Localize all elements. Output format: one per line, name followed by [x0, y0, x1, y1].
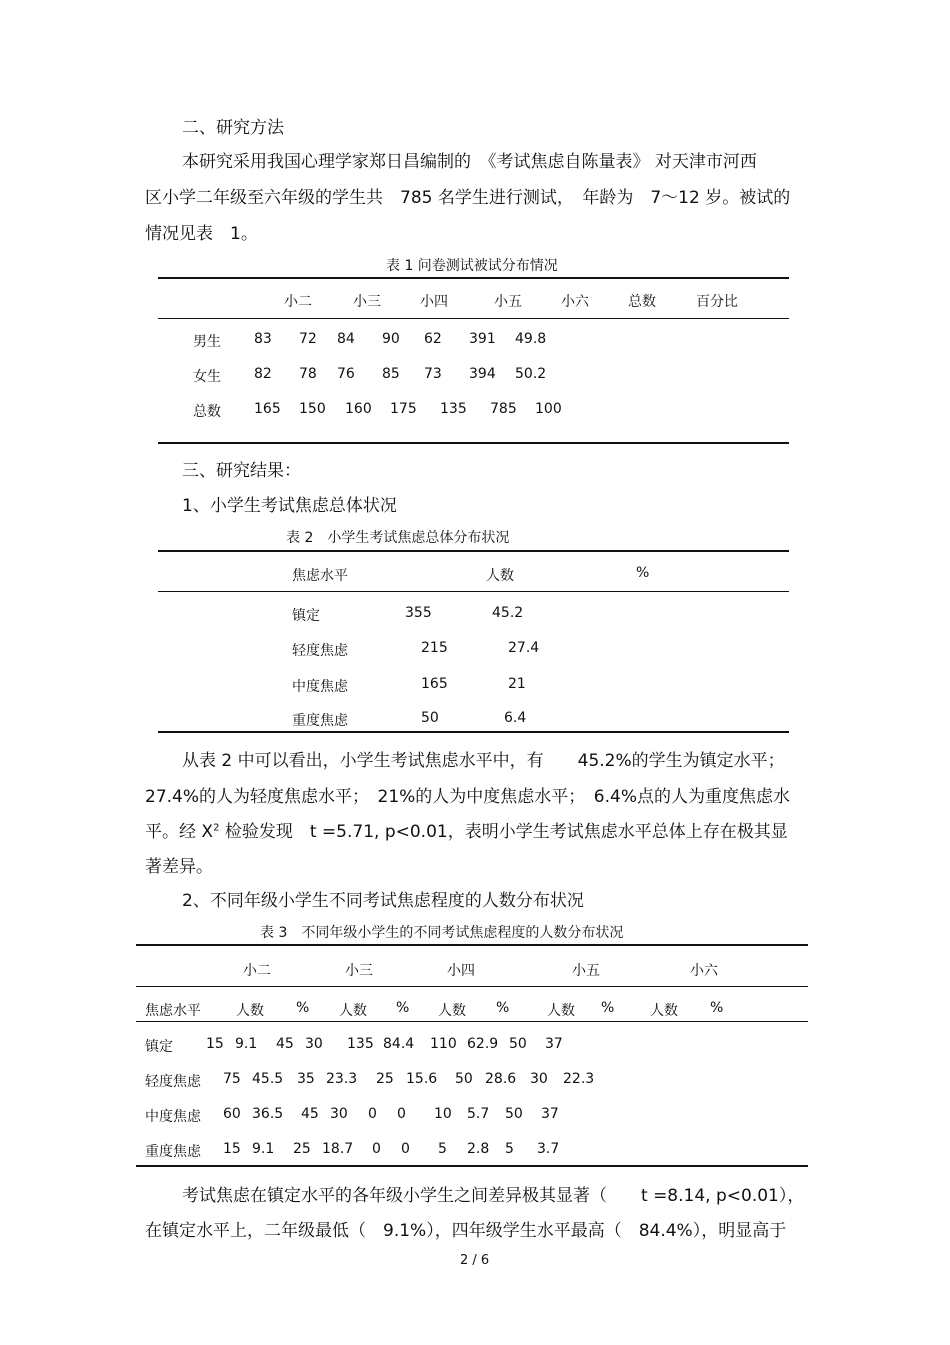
table1-cell: 90 [382, 331, 400, 347]
methods-paragraph-line-2: 区小学二年级至六年级的学生共 785 名学生进行测试， 年龄为 7～12 岁。被试的 [145, 188, 791, 208]
table3-top-rule [136, 944, 808, 946]
table3-cell: 37 [545, 1036, 563, 1052]
analysis1-line-3-post: 检验发现 t =5.71, p<0.01，表明小学生考试焦虑水平总体上存在极其显 [219, 822, 788, 842]
table3-cell: 50 [505, 1106, 523, 1122]
section-heading-methods: 二、研究方法 [182, 118, 284, 138]
table1-header-percent: 百分比 [696, 294, 738, 310]
analysis1-line-3-pre: 平。经 X [145, 822, 214, 842]
table2-row-label: 中度焦虑 [292, 679, 348, 695]
table3-cell: 2.8 [467, 1141, 490, 1157]
table1-cell: 82 [254, 366, 272, 382]
table3-row-label: 中度焦虑 [145, 1109, 201, 1125]
table3-cell: 110 [430, 1036, 457, 1052]
table3-cell: 5 [505, 1141, 514, 1157]
table2-cell: 45.2 [492, 605, 524, 621]
table3-cell: 50 [509, 1036, 527, 1052]
table2-row-label: 轻度焦虑 [292, 643, 348, 659]
table3-cell: 0 [401, 1141, 410, 1157]
table2-header-count: 人数 [486, 568, 514, 584]
table3-row-label: 镇定 [145, 1039, 173, 1055]
table3-subheader-level: 焦虑水平 [145, 1003, 201, 1019]
table2-cell: 215 [421, 640, 448, 656]
table3-cell: 135 [347, 1036, 374, 1052]
page-number: 2 / 6 [460, 1253, 490, 1268]
table1-header-grade5: 小五 [494, 294, 522, 310]
table3-cell: 60 [223, 1106, 241, 1122]
table1-cell: 73 [424, 366, 442, 382]
analysis1-line-2: 27.4%的人为轻度焦虑水平； 21%的人为中度焦虑水平； 6.4%点的人为重度焦虑水 [145, 787, 790, 807]
table1-cell: 76 [337, 366, 355, 382]
table3-bottom-rule [136, 1165, 808, 1167]
table1-header-grade2: 小二 [284, 294, 312, 310]
analysis1-line-1: 从表 2 中可以看出，小学生考试焦虑水平中，有 45.2%的学生为镇定水平； [182, 751, 785, 771]
table2-bottom-rule [158, 731, 789, 733]
table3-subheader: % [396, 1000, 410, 1016]
analysis2-line-1: 考试焦虑在镇定水平的各年级小学生之间差异极其显著（ t =8.14, p<0.01）， [182, 1186, 805, 1206]
table3-cell: 45.5 [252, 1071, 284, 1087]
table2-row-label: 镇定 [292, 608, 320, 624]
methods-paragraph-line-1: 本研究采用我国心理学家郑日昌编制的 《考试焦虑自陈量表》 对天津市河西 [182, 152, 757, 172]
table3-subheader: 人数 [547, 1003, 575, 1019]
table3-subheader: % [496, 1000, 510, 1016]
table3-header-rule [136, 1021, 808, 1022]
table3-cell: 0 [368, 1106, 377, 1122]
table3-subheader: 人数 [650, 1003, 678, 1019]
table1-cell: 50.2 [515, 366, 547, 382]
table2-cell: 165 [421, 676, 448, 692]
analysis1-line-4: 著差异。 [145, 857, 213, 877]
table1-cell: 175 [390, 401, 417, 417]
table3-cell: 15.6 [406, 1071, 438, 1087]
table3-cell: 30 [330, 1106, 348, 1122]
section-heading-results: 三、研究结果： [182, 461, 301, 481]
table2-cell: 21 [508, 676, 526, 692]
table1-top-rule [158, 277, 789, 279]
table2-cell: 6.4 [504, 710, 527, 726]
table2-cell: 50 [421, 710, 439, 726]
table3-group-rule [136, 986, 808, 987]
table3-cell: 22.3 [563, 1071, 595, 1087]
table2-header-level: 焦虑水平 [292, 568, 348, 584]
table3-grade-header: 小二 [243, 963, 271, 979]
table3-cell: 0 [397, 1106, 406, 1122]
table3-cell: 36.5 [252, 1106, 284, 1122]
table3-subheader: % [601, 1000, 615, 1016]
table3-cell: 9.1 [235, 1036, 258, 1052]
subsection-heading-1: 1、小学生考试焦虑总体状况 [182, 496, 397, 516]
table2-caption: 表 2 小学生考试焦虑总体分布状况 [286, 530, 510, 546]
table1-cell: 85 [382, 366, 400, 382]
table3-subheader: 人数 [438, 1003, 466, 1019]
analysis1-line-3 [145, 817, 788, 842]
table3-subheader: % [296, 1000, 310, 1016]
table3-grade-header: 小五 [572, 963, 600, 979]
table3-cell: 15 [206, 1036, 224, 1052]
table3-cell: 25 [293, 1141, 311, 1157]
table1-bottom-rule [158, 442, 789, 444]
table1-cell: 83 [254, 331, 272, 347]
table3-subheader: 人数 [236, 1003, 264, 1019]
table3-row-label: 重度焦虑 [145, 1144, 201, 1160]
table2-cell: 355 [405, 605, 432, 621]
chi-square-superscript: 2 [213, 822, 220, 834]
table3-cell: 30 [305, 1036, 323, 1052]
table1-cell: 100 [535, 401, 562, 417]
table3-cell: 10 [434, 1106, 452, 1122]
table3-cell: 15 [223, 1141, 241, 1157]
table1-header-total: 总数 [628, 294, 656, 310]
table3-cell: 35 [297, 1071, 315, 1087]
table1-header-grade6: 小六 [561, 294, 589, 310]
table2-cell: 27.4 [508, 640, 540, 656]
table3-subheader: % [710, 1000, 724, 1016]
table2-header-rule [158, 591, 789, 592]
table1-cell: 84 [337, 331, 355, 347]
table3-grade-header: 小六 [690, 963, 718, 979]
table1-cell: 160 [345, 401, 372, 417]
subsection-heading-2: 2、不同年级小学生不同考试焦虑程度的人数分布状况 [182, 891, 584, 911]
methods-paragraph-line-3: 情况见表 1。 [145, 224, 258, 244]
table3-cell: 5 [438, 1141, 447, 1157]
table1-cell: 78 [299, 366, 317, 382]
table1-cell: 72 [299, 331, 317, 347]
table1-row-label: 女生 [193, 369, 221, 385]
table3-cell: 0 [372, 1141, 381, 1157]
table2-header-percent: % [636, 565, 650, 581]
table1-cell: 150 [299, 401, 326, 417]
table3-subheader: 人数 [339, 1003, 367, 1019]
table1-row-label: 男生 [193, 334, 221, 350]
table1-caption: 表 1 问卷测试被试分布情况 [386, 258, 558, 274]
table3-cell: 9.1 [252, 1141, 275, 1157]
table1-cell: 62 [424, 331, 442, 347]
table3-cell: 18.7 [322, 1141, 354, 1157]
table3-cell: 23.3 [326, 1071, 358, 1087]
table1-header-grade3: 小三 [353, 294, 381, 310]
table3-caption: 表 3 不同年级小学生的不同考试焦虑程度的人数分布状况 [260, 925, 624, 941]
table3-grade-header: 小三 [345, 963, 373, 979]
table1-cell: 49.8 [515, 331, 547, 347]
table2-row-label: 重度焦虑 [292, 713, 348, 729]
table3-cell: 5.7 [467, 1106, 490, 1122]
table2-top-rule [158, 550, 789, 552]
table3-cell: 28.6 [485, 1071, 517, 1087]
table1-cell: 135 [440, 401, 467, 417]
table3-grade-header: 小四 [447, 963, 475, 979]
table1-cell: 394 [469, 366, 496, 382]
table1-row-label: 总数 [193, 404, 221, 420]
table3-cell: 75 [223, 1071, 241, 1087]
table1-header-grade4: 小四 [420, 294, 448, 310]
table1-cell: 785 [490, 401, 517, 417]
table3-row-label: 轻度焦虑 [145, 1074, 201, 1090]
table3-cell: 84.4 [383, 1036, 415, 1052]
table1-cell: 391 [469, 331, 496, 347]
table3-cell: 50 [455, 1071, 473, 1087]
table1-header-rule [158, 318, 789, 319]
table3-cell: 45 [301, 1106, 319, 1122]
table3-cell: 62.9 [467, 1036, 499, 1052]
table3-cell: 25 [376, 1071, 394, 1087]
table3-cell: 30 [530, 1071, 548, 1087]
analysis2-line-2: 在镇定水平上，二年级最低（ 9.1%），四年级学生水平最高（ 84.4%），明显高于 [145, 1221, 787, 1241]
table3-cell: 45 [276, 1036, 294, 1052]
table3-cell: 37 [541, 1106, 559, 1122]
table1-cell: 165 [254, 401, 281, 417]
table3-cell: 3.7 [537, 1141, 560, 1157]
